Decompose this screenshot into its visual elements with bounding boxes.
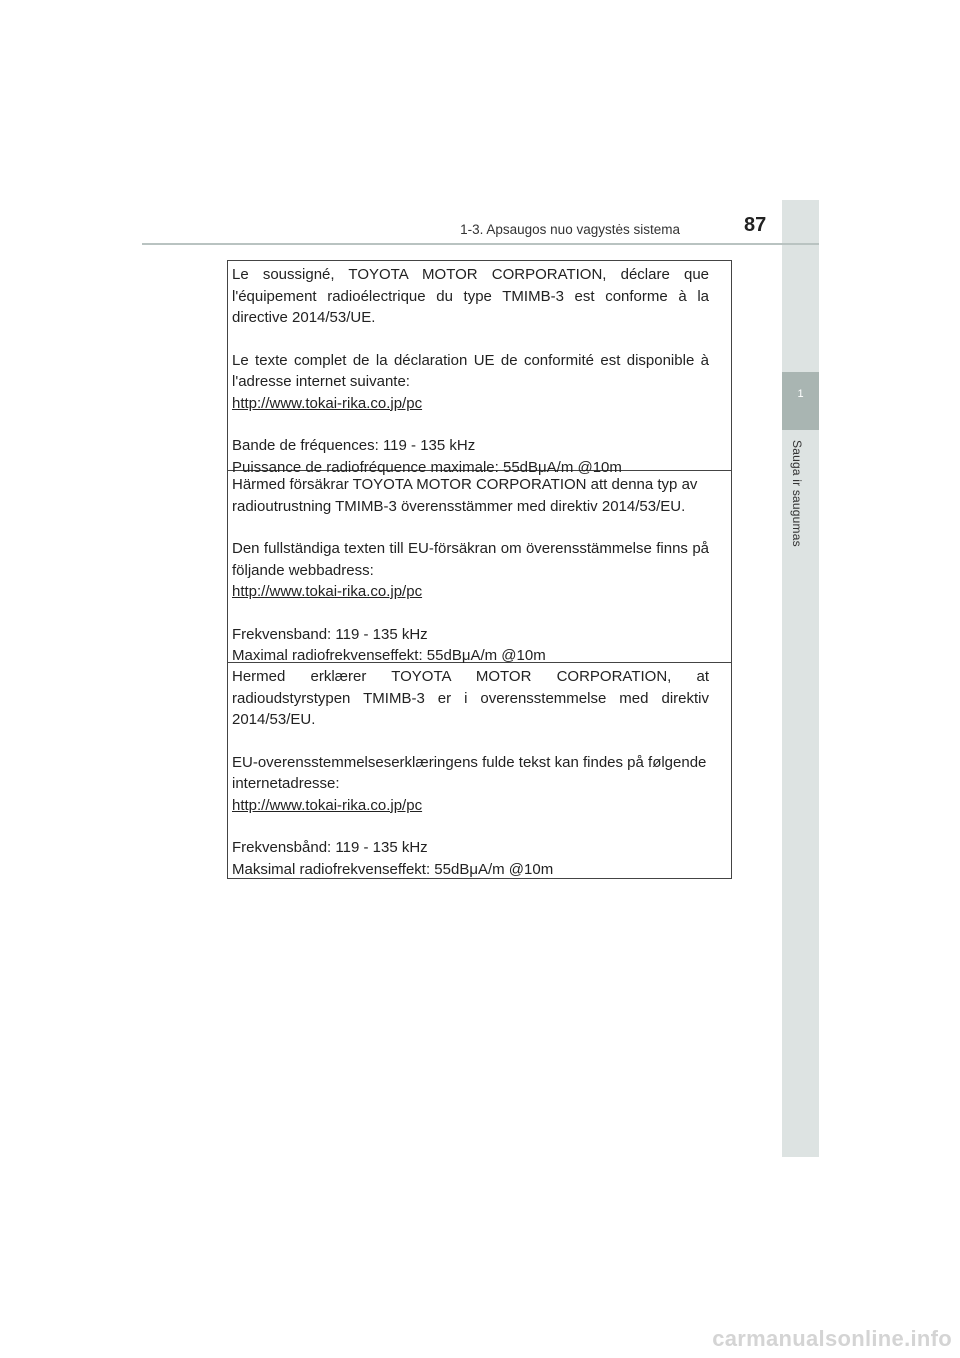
declaration-swedish-statement: Härmed försäkrar TOYOTA MOTOR CORPORATION att denna typ av radioutrustning TMIMB-3 överensstämmer med direktiv 2014/53/EU. — [232, 476, 698, 515]
declaration-french-statement: Le soussigné, TOYOTA MOTOR CORPORATION, déclare que l'équipement radioélectrique du type TMIMB-3 est conforme à la directive 2014/53/UE. — [232, 266, 709, 326]
declaration-french-frequency: Bande de fréquences: 119 - 135 kHz — [232, 437, 476, 454]
declaration-swedish-link[interactable]: http://www.tokai-rika.co.jp/pc — [232, 583, 423, 600]
declaration-table — [227, 260, 732, 879]
declaration-french-link[interactable]: http://www.tokai-rika.co.jp/pc — [232, 394, 423, 412]
chapter-number: 1 — [797, 388, 804, 400]
chapter-title: Sauga ir saugumas — [790, 440, 804, 547]
declaration-danish-availability: EU-overensstemmelseserklæringens fulde tekst kan findes på følgende internetadresse: — [232, 753, 707, 792]
declaration-danish — [228, 663, 731, 878]
declaration-danish-power: Maksimal radiofrekvenseffekt: 55dBμA/m @10m — [232, 860, 554, 878]
watermark-text: carmanualsonline.info — [712, 1326, 952, 1351]
declaration-french-availability: Le texte complet de la déclaration UE de conformité est disponible à l'adresse internet suivante: — [232, 351, 709, 390]
declaration-french — [228, 261, 731, 476]
chapter-tab-active-marker[interactable] — [782, 372, 819, 430]
page-number: 87 — [744, 214, 767, 236]
chapter-side-tab — [782, 200, 819, 1157]
section-title: 1-3. Apsaugos nuo vagystės sistema — [460, 222, 680, 237]
declaration-danish-frequency: Frekvensbånd: 119 - 135 kHz — [232, 839, 428, 856]
declaration-swedish-power: Maximal radiofrekvenseffekt: 55dBμA/m @10m — [232, 647, 546, 664]
declaration-swedish-frequency: Frekvensband: 119 - 135 kHz — [232, 625, 428, 643]
declaration-swedish-availability: Den fullständiga texten till EU-försäkran om överensstämmelse finns på följande webbadress: — [232, 540, 709, 579]
declaration-danish-statement: Hermed erklærer TOYOTA MOTOR CORPORATION, at radioudstyrstypen TMIMB-3 er i overensstemmelse med direktiv 2014/53/EU. — [232, 668, 709, 728]
declaration-swedish — [228, 471, 731, 663]
declaration-french-power: Puissance de radiofréquence maximale: 55dBμA/m @10m — [232, 458, 622, 476]
header-divider — [142, 243, 819, 245]
declaration-danish-link[interactable]: http://www.tokai-rika.co.jp/pc — [232, 796, 423, 814]
